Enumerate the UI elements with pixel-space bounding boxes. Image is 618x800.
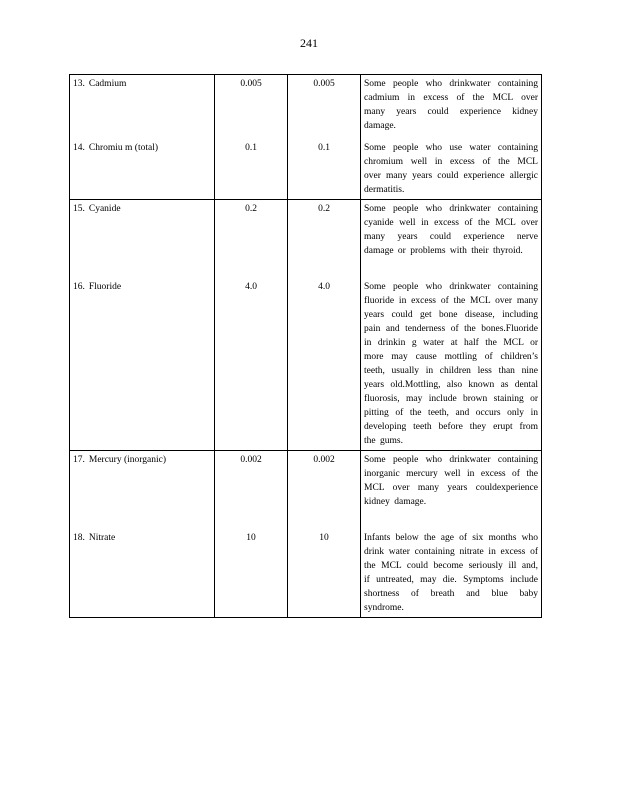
- health-effects-text: Infants below the age of six months who drink water containing nitrate in excess of the MCL could become seriously ill and, if untreated, may die. Symptoms include shortness of breath and blue baby syndrome.: [361, 529, 542, 618]
- mclg-value: 0.1: [215, 139, 288, 200]
- mclg-value: 0.002: [215, 451, 288, 530]
- mcl-value: 10: [288, 529, 361, 618]
- table-row: [70, 75, 542, 140]
- mclg-value: 4.0: [215, 278, 288, 451]
- contaminant-name: Fluoride: [88, 282, 122, 292]
- table-row: [70, 200, 542, 279]
- table-row: [70, 139, 542, 200]
- contaminant-name-cell: [70, 200, 215, 279]
- health-effects-text: Some people who drinkwater containing cyanide well in excess of the MCL over many years could experience nerve damage or problems with their thyroid.: [361, 200, 542, 279]
- row-number: 15.: [73, 204, 85, 214]
- health-effects-text: Some people who drinkwater containing cadmium in excess of the MCL over many years could experience kidney damage.: [361, 75, 542, 140]
- contaminant-name-cell: [70, 529, 215, 618]
- mclg-value: 0.005: [215, 75, 288, 140]
- contaminant-name: Mercury (inorganic): [88, 455, 166, 465]
- contaminant-name: Chromiu m (total): [88, 143, 159, 153]
- row-number: 16.: [73, 282, 85, 292]
- contaminant-name-cell: [70, 451, 215, 530]
- contaminant-table: [69, 74, 542, 618]
- row-number: 14.: [73, 143, 85, 153]
- mcl-value: 4.0: [288, 278, 361, 451]
- health-effects-text: Some people who use water containing chromium well in excess of the MCL over many years could experience allergic dermatitis.: [361, 139, 542, 200]
- health-effects-text: Some people who drinkwater containing inorganic mercury well in excess of the MCL over many years couldexperience kidney damage.: [361, 451, 542, 530]
- health-effects-text: Some people who drinkwater containing fluoride in excess of the MCL over many years could get bone disease, including pain and tenderness of the bones.Fluoride in drinkin g water at half the MCL or more may cause mottling of children’s teeth, usually in children less than nine years old.Mottling, also known as dental fluorosis, may include brown staining or pitting of the teeth, and occurs only in developing teeth before they erupt from the gums.: [361, 278, 542, 451]
- row-number: 17.: [73, 455, 85, 465]
- mcl-value: 0.002: [288, 451, 361, 530]
- table-row: [70, 278, 542, 451]
- mclg-value: 0.2: [215, 200, 288, 279]
- table-row: [70, 451, 542, 530]
- mcl-value: 0.005: [288, 75, 361, 140]
- row-number: 18.: [73, 533, 85, 543]
- mclg-value: 10: [215, 529, 288, 618]
- page-number: 241: [300, 36, 318, 50]
- contaminant-name: Nitrate: [88, 533, 116, 543]
- mcl-value: 0.2: [288, 200, 361, 279]
- row-number: 13.: [73, 79, 85, 89]
- contaminant-name-cell: [70, 75, 215, 140]
- contaminant-name: Cyanide: [88, 204, 121, 214]
- contaminant-name: Cadmium: [88, 79, 127, 89]
- table-row: [70, 529, 542, 618]
- contaminant-name-cell: [70, 278, 215, 451]
- contaminant-name-cell: [70, 139, 215, 200]
- mcl-value: 0.1: [288, 139, 361, 200]
